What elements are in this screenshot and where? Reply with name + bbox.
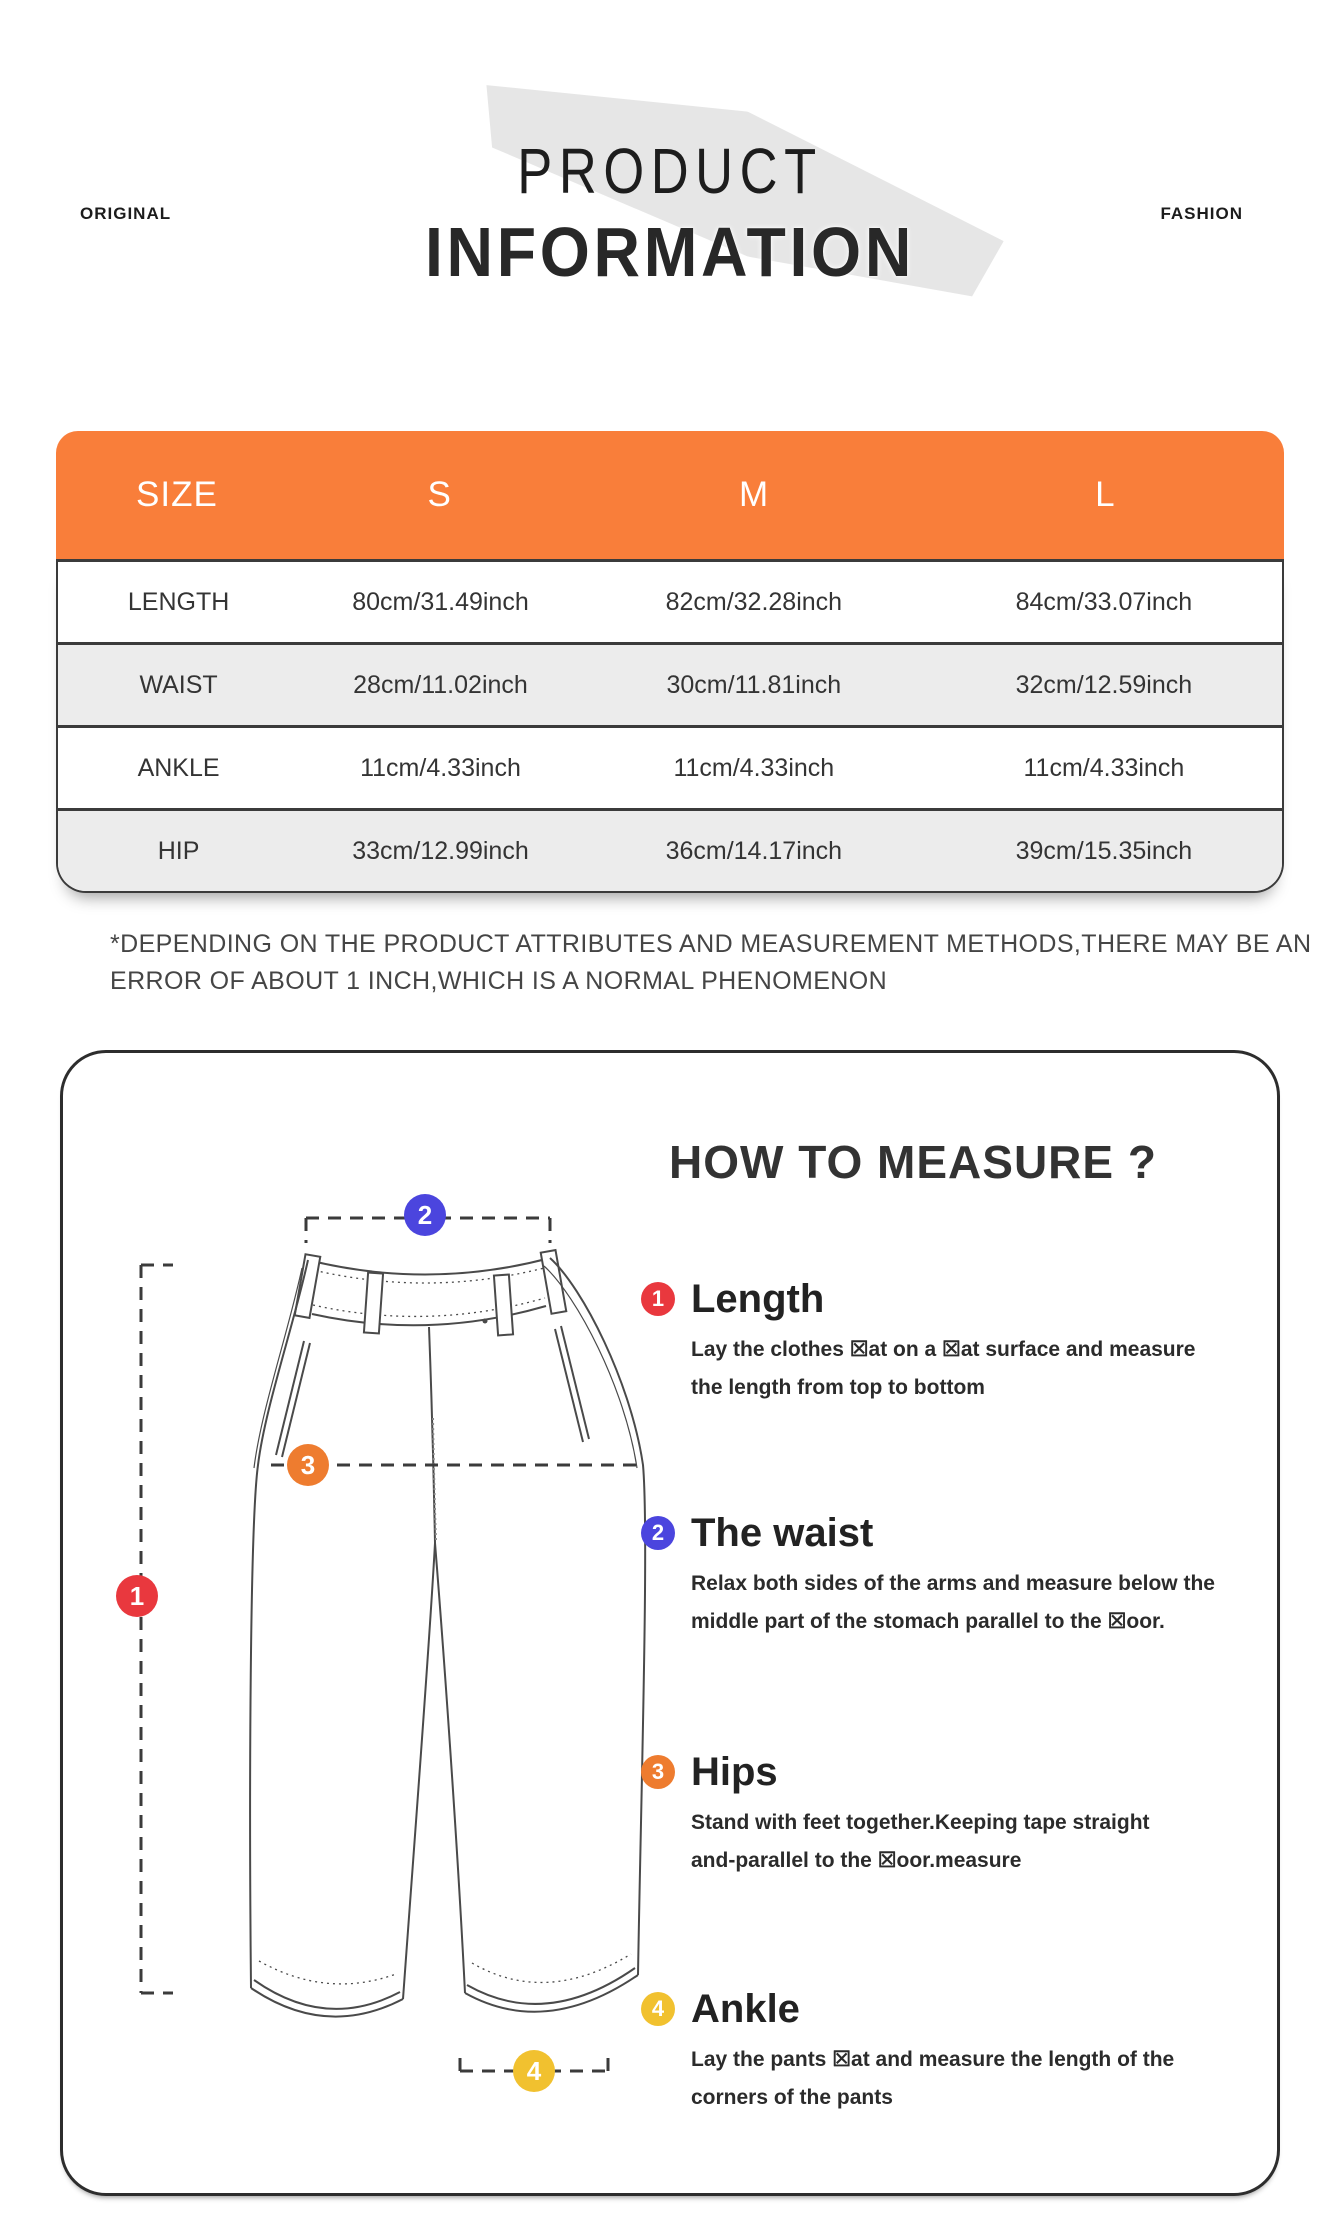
section-body-line2: and-parallel to the ☒oor.measure: [691, 1849, 1022, 1872]
table-cell: 84cm/33.07inch: [1015, 587, 1193, 616]
section-bullet: 1: [641, 1282, 675, 1316]
table-row-waist: [58, 642, 1282, 725]
table-cell: 82cm/32.28inch: [665, 587, 843, 616]
row-label: LENGTH: [127, 587, 230, 616]
section-heading: Ankle: [691, 1987, 800, 2031]
table-cell: 33cm/12.99inch: [352, 836, 529, 865]
disclaimer-line2: ERROR OF ABOUT 1 INCH,WHICH IS A NORMAL PHENOMENON: [110, 967, 888, 995]
table-cell: 32cm/12.59inch: [1015, 670, 1193, 699]
how-to-measure-card: [60, 1050, 1280, 2196]
size-table-body: [56, 559, 1284, 893]
section-bullet: 4: [641, 1992, 675, 2026]
page-title-line2: INFORMATION: [424, 213, 916, 291]
section-body-line1: Lay the pants ☒at and measure the length of the: [691, 2048, 1175, 2071]
table-cell: 30cm/11.81inch: [666, 670, 842, 699]
measure-section-ankle: [623, 1985, 1263, 2117]
section-body-line2: corners of the pants: [691, 2086, 893, 2109]
diagram-badge-ankle: 4: [513, 2050, 555, 2092]
table-cell: 11cm/4.33inch: [1023, 753, 1185, 782]
diagram-badge-length: 1: [116, 1575, 158, 1617]
column-header-size: SIZE: [136, 475, 218, 514]
column-header-l: L: [1095, 475, 1116, 514]
table-cell: 80cm/31.49inch: [352, 587, 529, 616]
measure-section-hips: [623, 1748, 1263, 1880]
table-cell: 11cm/4.33inch: [360, 753, 521, 782]
pants-outline: [250, 1250, 645, 2017]
measure-section-length: [623, 1275, 1263, 1407]
size-table: [56, 431, 1284, 893]
section-body-line1: Lay the clothes ☒at on a ☒at surface and measure: [691, 1338, 1196, 1361]
diagram-badge-hips: 3: [287, 1444, 329, 1486]
section-heading: The waist: [691, 1511, 874, 1555]
table-cell: 36cm/14.17inch: [665, 836, 843, 865]
row-label: HIP: [157, 836, 200, 865]
column-header-m: M: [739, 475, 770, 514]
section-bullet: 2: [641, 1516, 675, 1550]
page-title-line1: PRODUCT: [517, 135, 823, 207]
disclaimer-line1: *DEPENDING ON THE PRODUCT ATTRIBUTES AND MEASUREMENT METHODS,THERE MAY BE AN: [110, 930, 1312, 958]
row-label: WAIST: [139, 670, 218, 699]
table-row-length: [58, 562, 1282, 642]
section-heading: Hips: [691, 1750, 778, 1794]
diagram-badge-waist: 2: [404, 1194, 446, 1236]
header-left-tag: ORIGINAL: [80, 204, 172, 223]
section-bullet: 3: [641, 1755, 675, 1789]
section-body-line1: Stand with feet together.Keeping tape straight: [691, 1811, 1150, 1834]
how-to-measure-title: HOW TO MEASURE ?: [669, 1136, 1157, 1188]
table-cell: 39cm/15.35inch: [1015, 836, 1193, 865]
measure-section-waist: [623, 1509, 1263, 1641]
section-heading: Length: [691, 1277, 825, 1321]
table-cell: 28cm/11.02inch: [353, 670, 528, 699]
table-row-hip: [58, 808, 1282, 891]
row-label: ANKLE: [137, 753, 220, 782]
pants-diagram: [83, 1193, 683, 2173]
section-body-line2: middle part of the stomach parallel to the ☒oor.: [691, 1610, 1165, 1633]
header-right-tag: FASHION: [1160, 204, 1243, 223]
measurement-guides: [141, 1218, 643, 2071]
size-table-header-row: [56, 431, 1284, 559]
measurement-disclaimer: [110, 926, 1311, 1000]
table-cell: 11cm/4.33inch: [673, 753, 835, 782]
column-header-s: S: [427, 475, 452, 514]
section-body-line1: Relax both sides of the arms and measure below the: [691, 1572, 1215, 1595]
table-row-ankle: [58, 725, 1282, 808]
section-body-line2: the length from top to bottom: [691, 1376, 985, 1399]
